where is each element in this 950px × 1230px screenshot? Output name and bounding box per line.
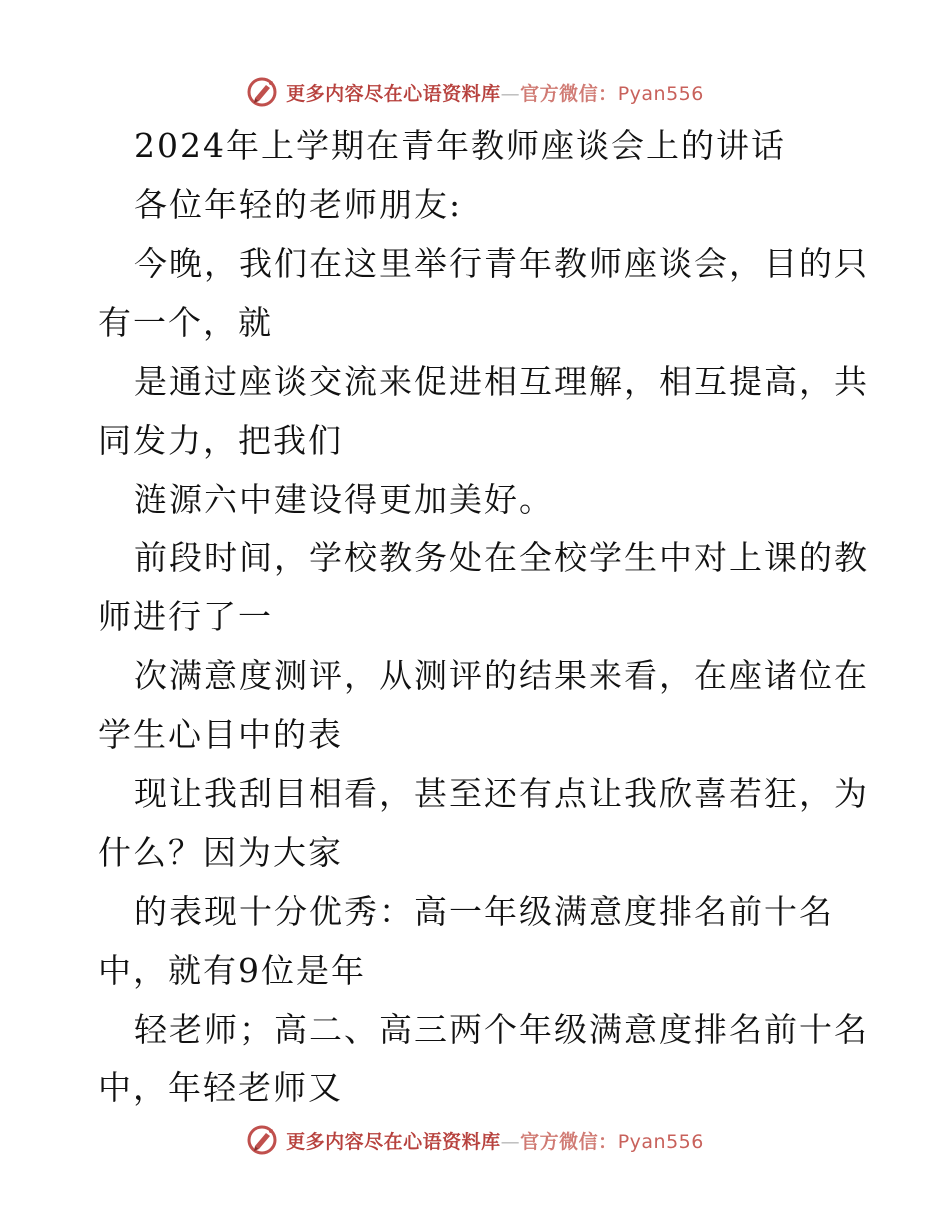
document-line: 前段时间，学校教务处在全校学生中对上课的教 xyxy=(134,538,869,577)
document-line: 学生心目中的表 xyxy=(98,715,343,754)
document-line: 师进行了一 xyxy=(98,597,273,636)
document-line: 各位年轻的老师朋友: xyxy=(134,185,463,224)
header-banner-official-text: 官方微信： xyxy=(520,82,618,105)
document-title: 2024年上学期在青年教师座谈会上的讲话 xyxy=(134,126,786,165)
pen-circle-logo-icon xyxy=(246,1124,278,1156)
document-line: 今晚，我们在这里举行青年教师座谈会，目的只 xyxy=(134,244,869,283)
footer-banner-inner xyxy=(246,1124,704,1156)
document-line: 涟源六中建设得更加美好。 xyxy=(134,480,554,519)
document-line: 的表现十分优秀：高一年级满意度排名前十名 xyxy=(134,892,834,931)
footer-banner-wechat-id: Pyan556 xyxy=(617,1130,704,1153)
header-banner xyxy=(0,72,950,112)
document-line: 次满意度测评，从测评的结果来看，在座诸位在 xyxy=(134,656,869,695)
header-banner-wechat-id: Pyan556 xyxy=(617,82,704,105)
footer-banner xyxy=(0,1120,950,1160)
header-banner-text xyxy=(286,79,704,106)
footer-banner-separator: — xyxy=(500,1130,521,1153)
document-line: 中，年轻老师又 xyxy=(98,1068,343,1107)
document-line: 什么？因为大家 xyxy=(98,833,343,872)
document-line: 轻老师；高二、高三两个年级满意度排名前十名 xyxy=(134,1010,869,1049)
pen-circle-logo-icon xyxy=(246,76,278,108)
document-line: 现让我刮目相看，甚至还有点让我欣喜若狂，为 xyxy=(134,774,869,813)
document-line: 同发力，把我们 xyxy=(98,421,343,460)
footer-banner-text xyxy=(286,1127,704,1154)
footer-banner-main-text: 更多内容尽在心语资料库 xyxy=(286,1130,501,1153)
document-line: 是通过座谈交流来促进相互理解，相互提高，共 xyxy=(134,362,869,401)
document-line: 中，就有9位是年 xyxy=(98,951,366,990)
footer-banner-official-text: 官方微信： xyxy=(520,1130,618,1153)
header-banner-separator: — xyxy=(500,82,521,105)
document-line: 有一个，就 xyxy=(98,303,273,342)
header-banner-main-text: 更多内容尽在心语资料库 xyxy=(286,82,501,105)
header-banner-inner xyxy=(246,76,704,108)
